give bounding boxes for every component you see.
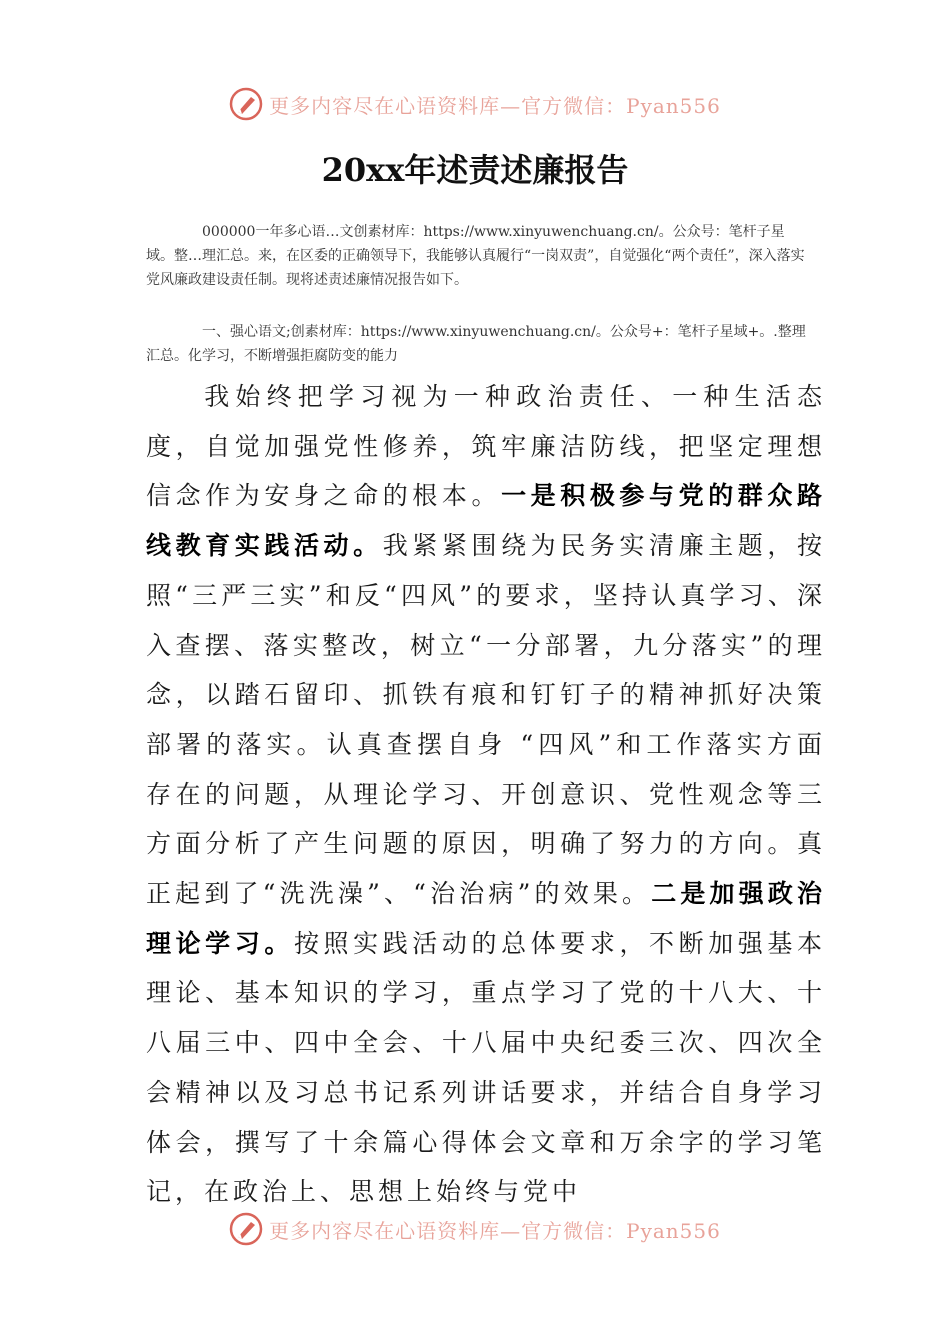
document-title: 20xx年述责述廉报告 [321, 151, 629, 189]
intro-text-2: 一、强心语文;创素材库：https://www.xinyuwenchuang.cn/。公众号+：笔杆子星域+。.整理汇总。化学习，不断增强拒腐防变的能力 [146, 324, 806, 364]
intro-paragraph-2 [146, 320, 810, 368]
body-paragraph [146, 372, 826, 1217]
watermark-banner-bottom [0, 1209, 950, 1249]
watermark-text: 更多内容尽在心语资料库—官方微信：Pyan556 [269, 1218, 721, 1243]
pen-logo-icon [229, 1212, 263, 1246]
body-sentence-2: 我紧紧围绕为民务实清廉主题，按照“三严三实”和反“四风”的要求，坚持认真学习、深入查摆、落实整改，树立“一分部署，九分落实”的理念，以踏石留印、抓铁有痕和钉钉子的精神抓好决策部署的落实。认真查摆自身 “四风”和工作落实方面存在的问题，从理论学习、开创意识、党性观念等三方面分析了产生问题的原因，明确了努力的方向。真正起到了“洗洗澡”、“治治病”的效果。 [146, 531, 826, 909]
watermark-banner-top [0, 84, 950, 124]
body-heading-1: 一是积极参与党的群众路线教育实践活动。 [146, 481, 826, 561]
intro-paragraph-1 [146, 220, 810, 292]
body-heading-2: 二是加强政治理论学习。 [146, 879, 826, 958]
intro-text-1: 000000一年多心语…文创素材库：https://www.xinyuwenchuang.cn/。公众号：笔杆子星域。整…理汇总。来，在区委的正确领导下，我能够认真履行“一岗双责”，自觉强化“两个责任”，深入落实党风廉政建设责任制。现将述责述廉情况报告如下。 [146, 224, 805, 288]
pen-logo-icon [229, 87, 263, 121]
watermark-text: 更多内容尽在心语资料库—官方微信：Pyan556 [269, 93, 721, 118]
body-sentence-1: 我始终把学习视为一种政治责任、一种生活态度，自觉加强党性修养，筑牢廉洁防线，把坚定理想信念作为安身之命的根本。 [146, 382, 826, 511]
body-sentence-3: 按照实践活动的总体要求，不断加强基本理论、基本知识的学习，重点学习了党的十八大、十八届三中、四中全会、十八届中央纪委三次、四次全会精神以及习总书记系列讲话要求，并结合自身学习体会，撰写了十余篇心得体会文章和万余字的学习笔记，在政治上、思想上始终与党中 [146, 928, 826, 1207]
